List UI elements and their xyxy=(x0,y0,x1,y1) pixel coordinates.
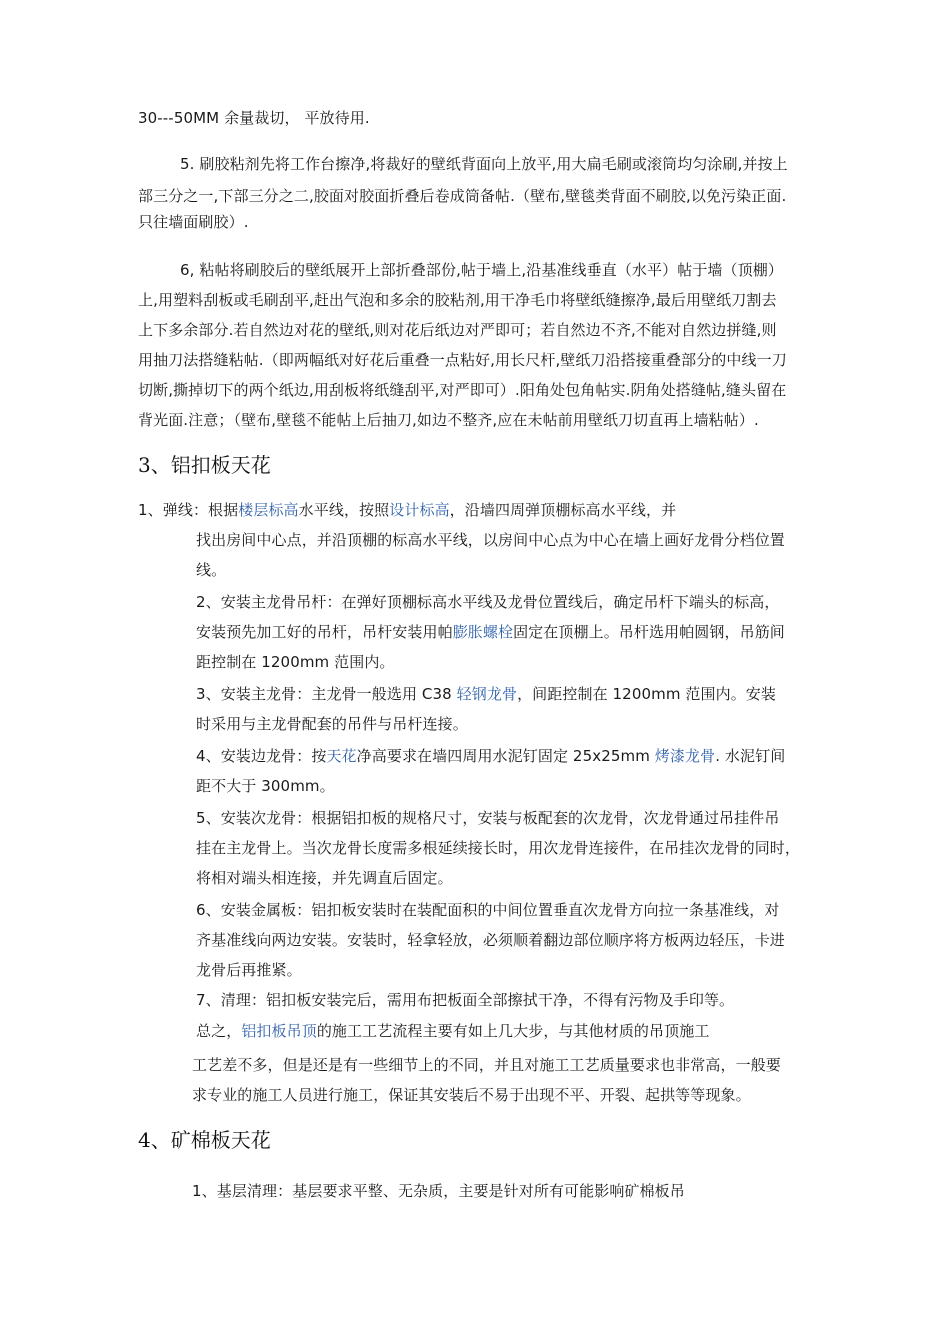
paragraph-line: 7、清理：铝扣板安装完后，需用布把板面全部擦拭干净，不得有污物及手印等。 xyxy=(196,991,735,1009)
paragraph-line: 时采用与主龙骨配套的吊件与吊杆连接。 xyxy=(196,715,468,733)
paragraph-line: 上下多余部分.若自然边对花的壁纸,则对花后纸边对严即可；若自然边不齐,不能对自然边拼缝,则 xyxy=(138,321,777,339)
link-light-steel-keel[interactable]: 轻钢龙骨 xyxy=(456,685,518,703)
paragraph-line: 齐基准线向两边安装。安装时，轻拿轻放，必须顺着翻边部位顺序将方板两边轻压，卡进 xyxy=(196,931,785,949)
paragraph-line: 上,用塑料刮板或毛刷刮平,赶出气泡和多余的胶粘剂,用干净毛巾将壁纸缝擦净,最后用壁纸刀割去 xyxy=(138,291,777,309)
text-run: 3、安装主龙骨：主龙骨一般选用 C38 xyxy=(196,685,457,703)
paragraph-line: 1、基层清理：基层要求平整、无杂质，主要是针对所有可能影响矿棉板吊 xyxy=(192,1182,685,1200)
paragraph-line: 龙骨后再推紧。 xyxy=(196,961,302,979)
link-aluminum-ceiling[interactable]: 铝扣板吊顶 xyxy=(241,1022,317,1040)
text-run: 安装预先加工好的吊杆，吊杆安装用帕 xyxy=(196,623,453,641)
text-run: 水平线，按照 xyxy=(298,501,390,519)
text-run: 的施工工艺流程主要有如上几大步，与其他材质的吊顶施工 xyxy=(316,1022,710,1040)
paragraph-line: 距控制在 1200mm 范围内。 xyxy=(196,653,395,671)
paragraph-line xyxy=(196,746,785,766)
paragraph-line: 6, 粘帖将刷胶后的壁纸展开上部折叠部份,帖于墙上,沿基准线垂直（水平）帖于墙（顶棚） xyxy=(180,261,783,279)
paragraph-line: 5、安装次龙骨：根据铝扣板的规格尺寸，安装与板配套的次龙骨，次龙骨通过吊挂件吊 xyxy=(196,809,780,827)
text-run: 总之， xyxy=(196,1022,242,1040)
paragraph-line: 距不大于 300mm。 xyxy=(196,777,335,795)
text-run: 4、安装边龙骨：按 xyxy=(196,747,327,765)
paragraph-line: 用抽刀法搭缝粘帖.（即两幅纸对好花后重叠一点粘好,用长尺杆,壁纸刀沿搭接重叠部分的中线一刀 xyxy=(138,351,787,369)
paragraph-line xyxy=(138,500,676,520)
paragraph-line xyxy=(196,622,785,642)
link-floor-elevation[interactable]: 楼层标高 xyxy=(238,501,299,519)
paragraph-line xyxy=(196,1021,709,1041)
paragraph-line: 6、安装金属板：铝扣板安装时在装配面积的中间位置垂直次龙骨方向拉一条基准线，对 xyxy=(196,901,780,919)
link-design-elevation[interactable]: 设计标高 xyxy=(389,501,450,519)
paragraph-line: 求专业的施工人员进行施工，保证其安装后不易于出现不平、开裂、起拱等等现象。 xyxy=(192,1086,751,1104)
paragraph-line: 5. 刷胶粘剂先将工作台擦净,将裁好的壁纸背面向上放平,用大扁毛刷或滚筒均匀涂刷,并按上 xyxy=(180,155,788,173)
section-heading: 3、铝扣板天花 xyxy=(138,453,271,477)
paragraph-line: 背光面.注意；（壁布,壁毯不能帖上后抽刀,如边不整齐,应在未帖前用壁纸刀切直再上墙粘帖）. xyxy=(138,411,759,429)
text-run: 固定在顶棚上。吊杆选用帕圆钢，吊筋间 xyxy=(513,623,785,641)
paragraph-line: 线。 xyxy=(196,561,227,579)
paragraph-line: 2、安装主龙骨吊杆：在弹好顶棚标高水平线及龙骨位置线后，确定吊杆下端头的标高， xyxy=(196,593,780,611)
text-run: ，沿墙四周弹顶棚标高水平线，并 xyxy=(449,501,677,519)
paragraph-line: 找出房间中心点，并沿顶棚的标高水平线，以房间中心点为中心在墙上画好龙骨分档位置 xyxy=(196,531,785,549)
link-expansion-bolt[interactable]: 膨胀螺栓 xyxy=(452,623,514,641)
paragraph-line: 将相对端头相连接，并先调直后固定。 xyxy=(196,869,453,887)
paragraph-line: 只往墙面刷胶）. xyxy=(138,213,249,231)
text-run: 1、弹线：根据 xyxy=(138,501,239,519)
text-run: . 水泥钉间 xyxy=(715,747,786,765)
link-ceiling[interactable]: 天花 xyxy=(326,747,357,765)
paragraph-line: 工艺差不多，但是还是有一些细节上的不同，并且对施工工艺质量要求也非常高，一般要 xyxy=(192,1056,781,1074)
paragraph-line: 部三分之一,下部三分之二,胶面对胶面折叠后卷成筒备帖.（壁布,壁毯类背面不刷胶,以免污染正面. xyxy=(138,187,787,205)
paragraph-line xyxy=(196,684,776,704)
paragraph-line: 30---50MM 余量裁切， 平放待用. xyxy=(138,109,370,127)
link-painted-keel[interactable]: 烤漆龙骨 xyxy=(654,747,716,765)
paragraph-line: 挂在主龙骨上。当次龙骨长度需多根延续接长时，用次龙骨连接件，在吊挂次龙骨的同时， xyxy=(196,839,801,857)
paragraph-line: 切断,撕掉切下的两个纸边,用刮板将纸缝刮平,对严即可）.阳角处包角帖实.阴角处搭缝帖,缝头留在 xyxy=(138,381,787,399)
section-heading: 4、矿棉板天花 xyxy=(138,1128,271,1152)
text-run: 净高要求在墙四周用水泥钉固定 25x25mm xyxy=(356,747,655,765)
text-run: ，间距控制在 1200mm 范围内。安装 xyxy=(517,685,776,703)
